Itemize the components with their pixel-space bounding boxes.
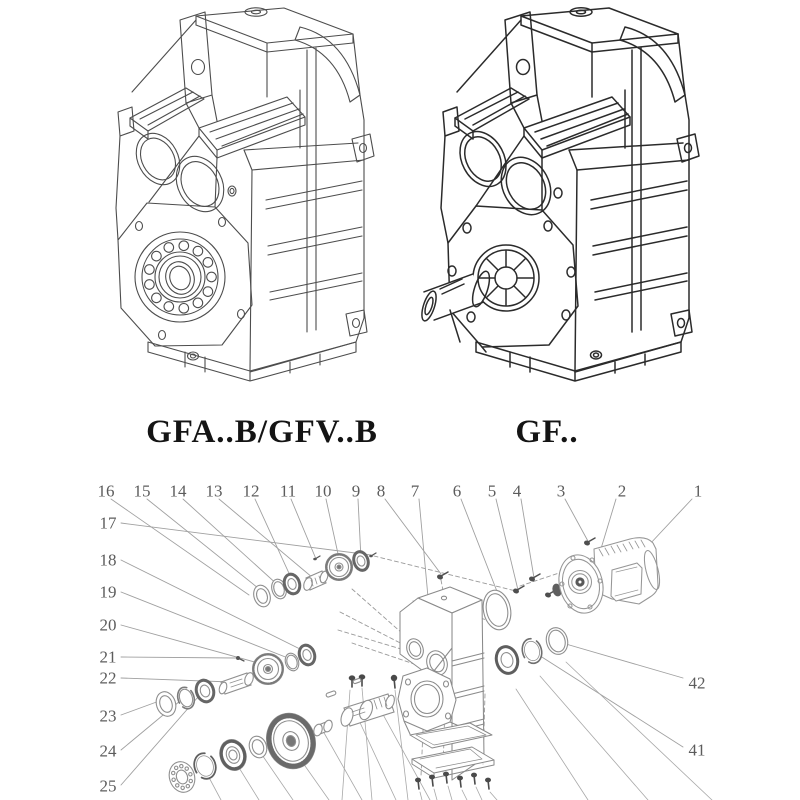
callout-11: 11 [279,481,297,501]
callout-14: 14 [169,481,187,501]
callout-12: 12 [242,481,260,501]
intermediate-shaft-parts-chain [153,643,317,719]
callout-42: 42 [688,673,706,693]
callout-5: 5 [487,481,497,501]
callout-22: 22 [99,668,117,688]
callout-25: 25 [99,776,117,796]
callout-23: 23 [99,706,117,726]
callout-9: 9 [351,481,361,501]
callout-24: 24 [99,741,117,761]
callout-19: 19 [99,582,117,602]
callout-41: 41 [688,740,706,760]
callout-1: 1 [693,481,703,501]
motor-flange-gasket [480,588,515,633]
motor-assembly [551,538,663,618]
input-shaft-parts-chain [251,550,376,609]
callout-6: 6 [452,481,462,501]
callout-13: 13 [205,481,223,501]
drawing-gearbox-solid-shaft [419,8,699,381]
model-label-gfab-gfvb: GFA..B/GFV..B [146,414,378,450]
callout-8: 8 [376,481,386,501]
callout-17: 17 [99,513,117,533]
callout-16: 16 [97,481,115,501]
callout-21: 21 [99,647,117,667]
exploded-parts-diagram [111,499,712,800]
callout-4: 4 [512,481,522,501]
drawing-gearbox-hollow-shaft [116,8,374,381]
callout-20: 20 [99,615,117,635]
callout-7: 7 [410,481,420,501]
callout-2: 2 [617,481,627,501]
model-label-gf: GF.. [515,414,579,450]
callout-3: 3 [556,481,566,501]
callout-15: 15 [133,481,151,501]
callout-10: 10 [314,481,332,501]
callout-18: 18 [99,550,117,570]
